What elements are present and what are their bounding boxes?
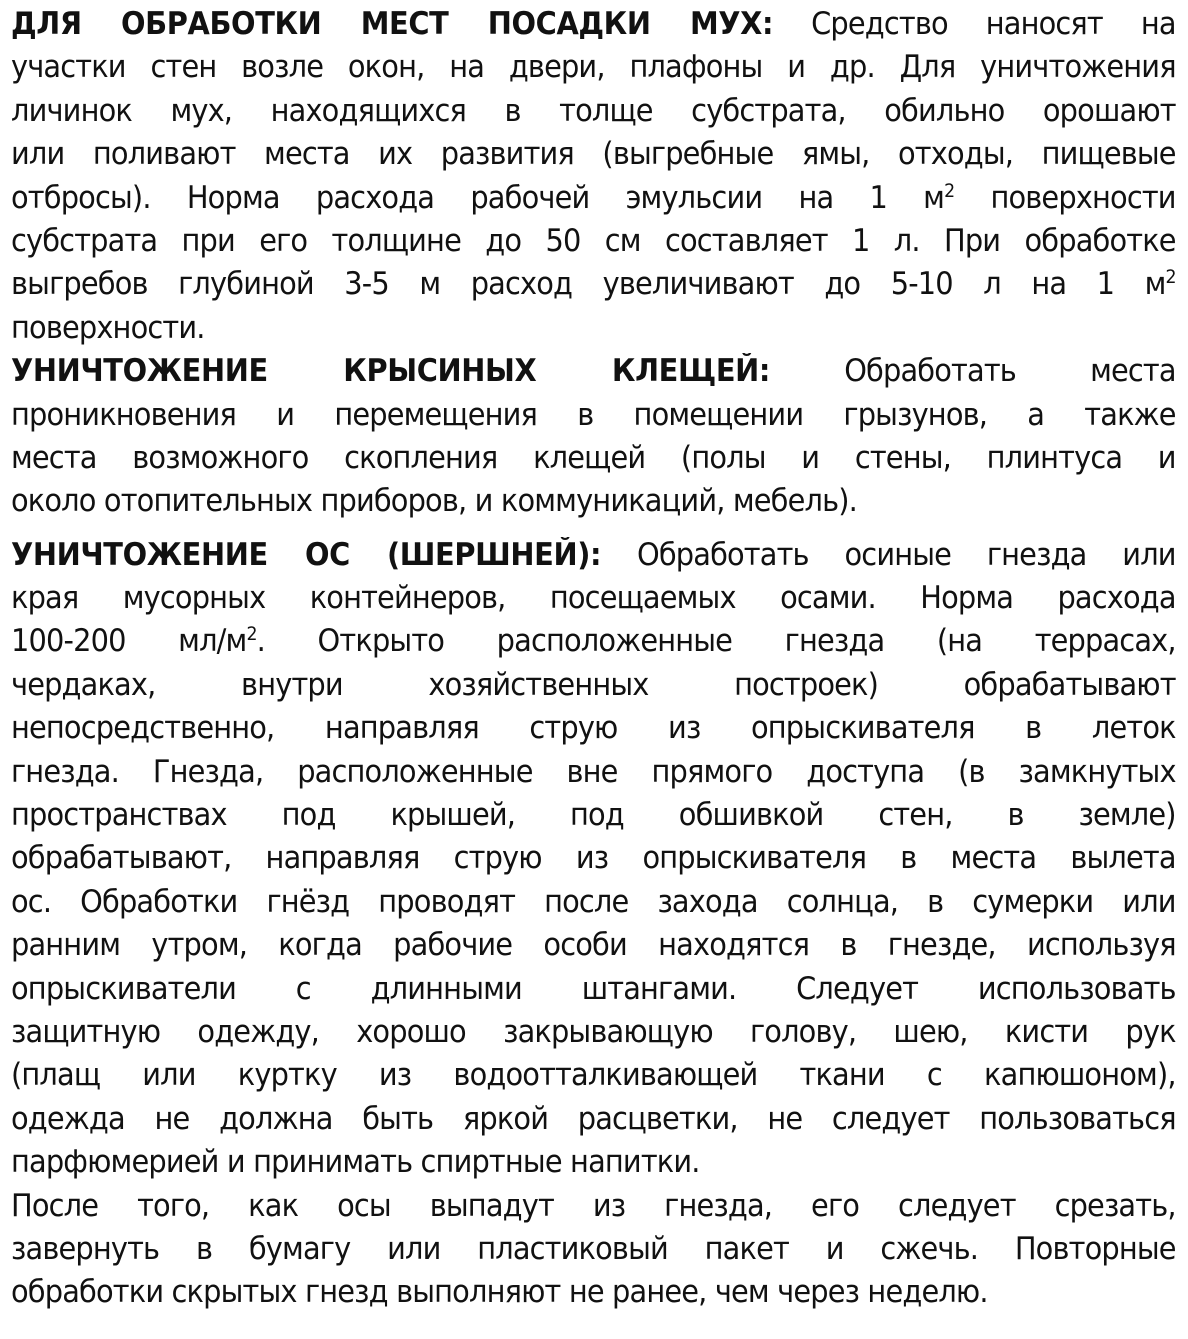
superscript: 2 — [1165, 267, 1176, 289]
section-heading-wasps: УНИЧТОЖЕНИЕ ОС (ШЕРШНЕЙ): — [11, 536, 602, 573]
text-line: около отопительных приборов, и коммуникаций, мебель). — [11, 483, 858, 520]
section-flies — [11, 3, 1176, 350]
section-after-treatment — [11, 1185, 1176, 1315]
section-wasps — [11, 534, 1176, 1185]
text-line: обрабатывают, направляя струю из опрыскивателя в места вылета — [11, 840, 1176, 877]
text-line: личинок мух, находящихся в толще субстрата, обильно орошают — [11, 92, 1176, 129]
text-line: После того, как осы выпадут из гнезда, его следует срезать, — [11, 1187, 1176, 1224]
text-line: ранним утром, когда рабочие особи находятся в гнезде, используя — [11, 927, 1176, 964]
text-line: непосредственно, направляя струю из опрыскивателя в леток — [11, 710, 1176, 747]
text-line: или поливают места их развития (выгребные ямы, отходы, пищевые — [11, 136, 1176, 173]
text-line: края мусорных контейнеров, посещаемых осами. Норма расхода — [11, 580, 1176, 617]
text-line: проникновения и перемещения в помещении грызунов, а также — [11, 396, 1176, 433]
text-line: опрыскиватели с длинными штангами. Следует использовать — [11, 970, 1176, 1007]
text-line: УНИЧТОЖЕНИЕ ОС (ШЕРШНЕЙ): Обработать осиные гнезда или — [11, 536, 1176, 573]
section-heading-flies: ДЛЯ ОБРАБОТКИ МЕСТ ПОСАДКИ МУХ: — [11, 6, 774, 42]
text-line: парфюмерией и принимать спиртные напитки. — [11, 1144, 700, 1181]
text-line: субстрата при его толщине до 50 см составляет 1 л. При обработке — [11, 222, 1176, 259]
text-line: места возможного скопления клещей (полы и стены, плинтуса и — [11, 439, 1176, 476]
text-line: обработки скрытых гнезд выполняют не ранее, чем через неделю. — [11, 1274, 988, 1311]
text-line: поверхности. — [11, 309, 205, 346]
text-line: УНИЧТОЖЕНИЕ КРЫСИНЫХ КЛЕЩЕЙ: Обработать места — [11, 353, 1176, 390]
text-line: (плащ или куртку из водоотталкивающей ткани с капюшоном), — [11, 1057, 1176, 1094]
section-heading-rat-mites: УНИЧТОЖЕНИЕ КРЫСИНЫХ КЛЕЩЕЙ: — [11, 353, 771, 390]
instruction-document — [11, 3, 1176, 1315]
text-line: гнезда. Гнезда, расположенные вне прямого доступа (в замкнутых — [11, 753, 1176, 790]
text-line: чердаках, внутри хозяйственных построек) обрабатывают — [11, 666, 1176, 703]
text-line: защитную одежду, хорошо закрывающую голову, шею, кисти рук — [11, 1013, 1176, 1050]
text-line: завернуть в бумагу или пластиковый пакет и сжечь. Повторные — [11, 1230, 1176, 1267]
text-line: участки стен возле окон, на двери, плафоны и др. Для уничтожения — [11, 49, 1176, 86]
section-rat-mites — [11, 350, 1176, 524]
text-line: одежда не должна быть яркой расцветки, не следует пользоваться — [11, 1100, 1176, 1137]
text-line: отбросы). Норма расхода рабочей эмульсии на 1 $м^2$ поверхности — [11, 179, 1176, 216]
text-line: ос. Обработки гнёзд проводят после захода солнца, в сумерки или — [11, 883, 1176, 920]
text-line: ДЛЯ ОБРАБОТКИ МЕСТ ПОСАДКИ МУХ: Средство наносят на — [11, 6, 1176, 42]
superscript: 2 — [944, 180, 955, 202]
superscript: 2 — [246, 624, 257, 646]
text-line: 100-200 $мл/м^2$. Открыто расположенные гнезда (на террасах, — [11, 623, 1176, 660]
text-line: выгребов глубиной 3-5 м расход увеличивают до 5-10 л на 1 $м^2$ — [11, 266, 1176, 303]
text-line: пространствах под крышей, под обшивкой стен, в земле) — [11, 797, 1176, 834]
